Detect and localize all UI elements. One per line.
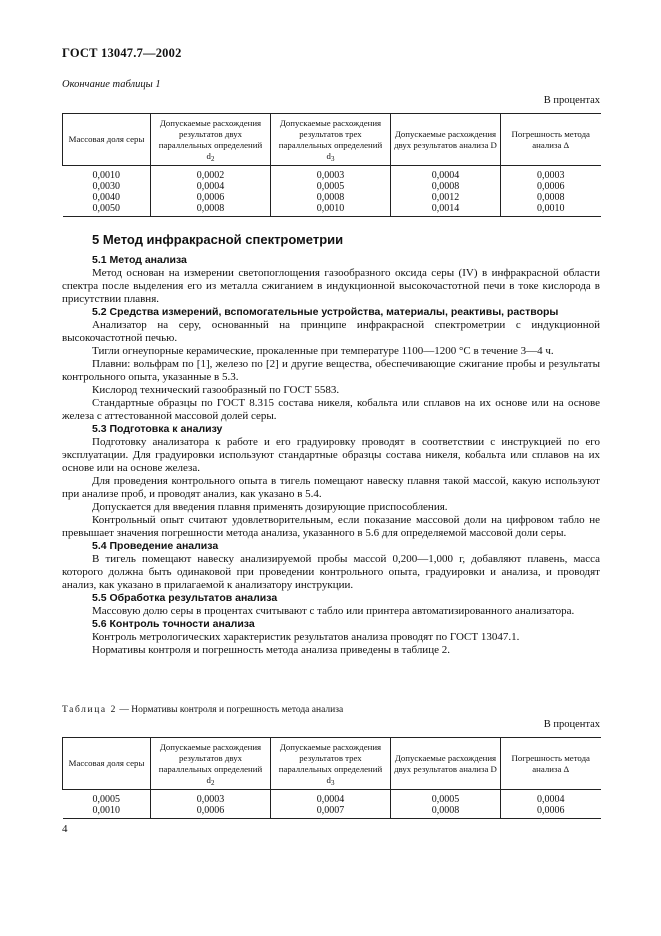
table-cell: 0,0010 [501,203,601,217]
table2-caption [62,705,343,715]
subsection-heading: 5.3 Подготовка к анализу [92,423,223,435]
table-cell: 0,0003 [151,790,271,806]
table-cell: 0,0006 [501,805,601,819]
table-cell: 0,0005 [391,790,501,806]
table2-caption-text: — Нормативы контроля и погрешность метода анализа [117,705,344,715]
table-cell: 0,0008 [271,192,391,203]
paragraph: Стандартные образцы по ГОСТ 8.315 состава никеля, кобальта или сплавов на их основе или на основе железа с аттестованной массовой долей серы. [62,397,600,422]
paragraph: Тигли огнеупорные керамические, прокаленные при температуре 1100—1200 °С в течение 3—4 ч. [92,345,554,357]
subsection-heading: 5.5 Обработка результатов анализа [92,592,278,604]
paragraph: Кислород технический газообразный по ГОСТ 5583. [92,384,340,396]
table2-header-cell: Допускаемые расхождения результатов трех параллельных определений $d_3$ [271,738,391,790]
table-row [63,181,601,192]
table2 [62,737,601,819]
table-cell: 0,0004 [501,790,601,806]
paragraph: Контрольный опыт считают удовлетворительным, если показание массовой доли на цифровом табло не превышает значения погрешности метода анализа, указанного в 5.6 для определяемой массовой доли серы. [62,514,600,539]
table-cell: 0,0004 [271,790,391,806]
table-cell: 0,0008 [501,192,601,203]
table1-units: В процентах [543,95,600,106]
table-row [63,805,601,819]
table-cell: 0,0005 [271,181,391,192]
table-cell: 0,0010 [63,166,151,182]
table1-header-cell: Погрешность метода анализа Δ [501,114,601,166]
paragraph: Анализатор на серу, основанный на принципе инфракрасной спектрометрии с индукционной высокочастотной печью. [62,319,600,344]
table1-caption: Окончание таблицы 1 [62,79,161,90]
table-cell: 0,0014 [391,203,501,217]
table2-header-cell: Допускаемые расхождения результатов двух параллельных определений $d_2$ [151,738,271,790]
table-cell: 0,0007 [271,805,391,819]
table-cell: 0,0003 [271,166,391,182]
table-cell: 0,0008 [151,203,271,217]
paragraph: Массовую долю серы в процентах считывают с табло или принтера автоматизированного анализатора. [92,605,575,617]
document-header: ГОСТ 13047.7—2002 [62,46,182,60]
table-cell: 0,0003 [501,166,601,182]
table-row [63,203,601,217]
table1-header-cell: Допускаемые расхождения результатов двух параллельных определений $d_2$ [151,114,271,166]
table-cell: 0,0008 [391,805,501,819]
table-cell: 0,0012 [391,192,501,203]
table-cell: 0,0008 [391,181,501,192]
table-row [63,166,601,182]
page-number: 4 [62,823,68,835]
table1 [62,113,601,217]
table2-header-cell: Погрешность метода анализа Δ [501,738,601,790]
table-row [63,790,601,806]
subsection-heading: 5.2 Средства измерений, вспомогательные устройства, материалы, реактивы, растворы [92,306,559,318]
table2-header-cell: Массовая доля серы [63,738,151,790]
table-cell: 0,0010 [271,203,391,217]
table1-header-cell: Допускаемые расхождения результатов трех параллельных определений $d_3$ [271,114,391,166]
paragraph: Плавни: вольфрам по [1], железо по [2] и другие вещества, обеспечивающие сжигание пробы и результаты контрольного опыта, указанные в 5.3. [62,358,600,383]
table-cell: 0,0010 [63,805,151,819]
paragraph: Допускается для введения плавня применять дозирующие приспособления. [92,501,448,513]
paragraph: Для проведения контрольного опыта в тигель помещают навеску плавня такой массой, какую используют при анализе проб, и проводят анализ, как указано в 5.4. [62,475,600,500]
table-cell: 0,0006 [501,181,601,192]
table-cell: 0,0040 [63,192,151,203]
table2-header-cell: Допускаемые расхождения двух результатов анализа D [391,738,501,790]
section-title: 5 Метод инфракрасной спектрометрии [92,232,344,247]
table2-units: В процентах [543,719,600,730]
table1-header-cell: Допускаемые расхождения двух результатов анализа D [391,114,501,166]
table-cell: 0,0002 [151,166,271,182]
paragraph: В тигель помещают навеску анализируемой пробы массой 0,200—1,000 г, добавляют плавень, масса которого должна быть одинаковой при проведении контрольного опыта, градуировки и анализа, и проводят анализ, как указано в прилагаемой к анализатору инструкции. [62,553,600,591]
table1-header-cell: Массовая доля серы [63,114,151,166]
table-cell: 0,0006 [151,192,271,203]
table-cell: 0,0004 [391,166,501,182]
paragraph: Метод основан на измерении светопоглощения газообразного оксида серы (IV) в инфракрасной области спектра после выделения его из металла сжиганием в индукционной высокочастотной печи в токе кислорода в присутствии плавня. [62,267,600,305]
subsection-heading: 5.6 Контроль точности анализа [92,618,255,630]
subsection-heading: 5.1 Метод анализа [92,254,187,266]
paragraph: Подготовку анализатора к работе и его градуировку проводят в соответствии с инструкцией по его эксплуатации. Для градуировки используют стандартные образцы состава никеля, кобальта или сплавов на их основе или на основе железа. [62,436,600,474]
table-row [63,192,601,203]
table2-caption-label: Таблица 2 [62,705,118,715]
table-cell: 0,0030 [63,181,151,192]
table-cell: 0,0004 [151,181,271,192]
paragraph: Нормативы контроля и погрешность метода анализа приведены в таблице 2. [92,644,450,656]
subsection-heading: 5.4 Проведение анализа [92,540,219,552]
table-cell: 0,0005 [63,790,151,806]
paragraph: Контроль метрологических характеристик результатов анализа проводят по ГОСТ 13047.1. [92,631,520,643]
table-cell: 0,0050 [63,203,151,217]
section-body [62,254,600,657]
table-cell: 0,0006 [151,805,271,819]
